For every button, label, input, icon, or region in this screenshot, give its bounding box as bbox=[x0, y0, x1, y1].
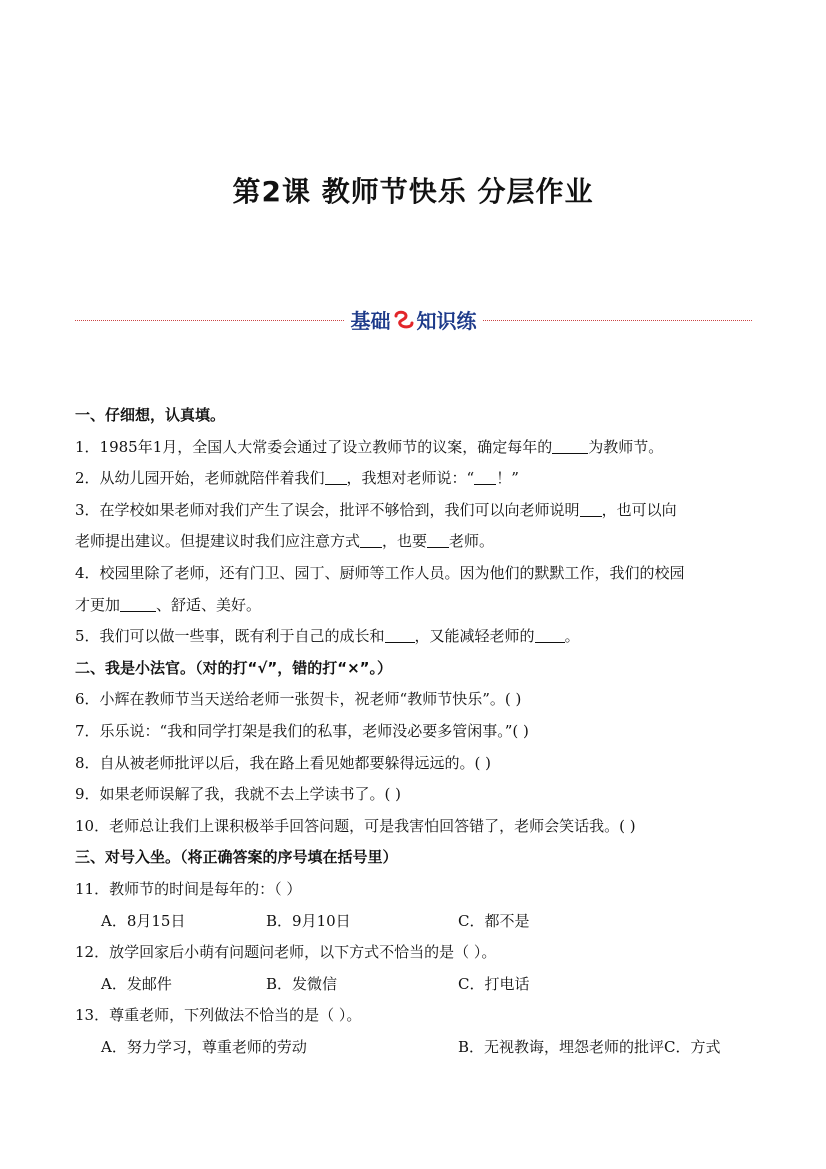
swirl-icon bbox=[392, 308, 416, 332]
judge-item: 7．乐乐说：“我和同学打架是我们的私事，老师没必要多管闲事。”( ) bbox=[75, 721, 529, 740]
banner-label bbox=[345, 305, 483, 334]
section-1-heading: 一、仔细想，认真填。 bbox=[75, 406, 226, 424]
option-c: C．方式 bbox=[664, 1037, 721, 1056]
section-banner bbox=[75, 305, 752, 337]
page-title: 第2课 教师节快乐 分层作业 bbox=[232, 175, 594, 208]
question-text: 4．校园里除了老师，还有门卫、园丁、厨师等工作人员。因为他们的默默工作，我们的校园 bbox=[75, 563, 685, 582]
question-1 bbox=[75, 432, 755, 464]
option-a: A．发邮件 bbox=[101, 974, 172, 993]
question-text: ，也要 bbox=[382, 532, 428, 551]
question-text: ，也可以向 bbox=[601, 500, 677, 519]
worksheet-body bbox=[75, 400, 755, 1063]
question-text: 为教师节。 bbox=[588, 437, 664, 456]
question-text: 才更加 bbox=[75, 595, 121, 614]
judge-item: 9．如果老师误解了我，我就不去上学读书了。( ) bbox=[75, 785, 402, 804]
question-3-continued bbox=[75, 526, 755, 558]
choice-options-11 bbox=[75, 906, 755, 938]
question-text: 、舒适、美好。 bbox=[156, 595, 262, 614]
choice-options-12 bbox=[75, 969, 755, 1001]
question-text: 老师提出建议。但提建议时我们应注意方式 bbox=[75, 532, 361, 551]
question-text: 1．1985年1月，全国人大常委会通过了设立教师节的议案，确定每年的 bbox=[75, 437, 553, 456]
option-c: C．打电话 bbox=[458, 974, 530, 993]
question-3 bbox=[75, 495, 755, 527]
answer-blank[interactable] bbox=[580, 500, 602, 517]
choice-question-11: 11．教师节的时间是每年的：（ ） bbox=[75, 879, 302, 898]
banner-left-text: 基础 bbox=[350, 309, 391, 333]
option-c: C．都不是 bbox=[458, 911, 530, 930]
option-b: B．无视教诲，埋怨老师的批评 bbox=[458, 1037, 665, 1056]
question-text: 老师。 bbox=[449, 532, 495, 551]
answer-blank[interactable] bbox=[474, 468, 496, 485]
question-5 bbox=[75, 621, 755, 653]
banner-right-text: 知识练 bbox=[416, 309, 477, 333]
question-text: ，又能减轻老师的 bbox=[414, 627, 535, 646]
answer-blank[interactable] bbox=[552, 437, 588, 454]
question-4-continued bbox=[75, 590, 755, 622]
choice-question-12: 12．放学回家后小萌有问题问老师，以下方式不恰当的是（ ）。 bbox=[75, 943, 497, 962]
answer-blank[interactable] bbox=[120, 595, 156, 612]
question-4 bbox=[75, 558, 755, 590]
option-a: A．8月15日 bbox=[101, 911, 186, 930]
answer-blank[interactable] bbox=[535, 626, 565, 643]
question-text: 5．我们可以做一些事，既有利于自己的成长和 bbox=[75, 627, 385, 646]
judge-item: 10．老师总让我们上课积极举手回答问题，可是我害怕回答错了，老师会笑话我。( ) bbox=[75, 816, 636, 835]
answer-blank[interactable] bbox=[385, 626, 415, 643]
option-b: B．发微信 bbox=[266, 974, 338, 993]
judge-item: 8．自从被老师批评以后，我在路上看见她都要躲得远远的。( ) bbox=[75, 753, 492, 772]
section-2-heading: 二、我是小法官。（对的打“√”，错的打“×”。） bbox=[75, 658, 393, 677]
choice-question-13: 13．尊重老师，下列做法不恰当的是（ ）。 bbox=[75, 1006, 362, 1025]
option-b: B．9月10日 bbox=[266, 911, 351, 930]
answer-blank[interactable] bbox=[427, 531, 449, 548]
question-text: ，我想对老师说：“ bbox=[346, 469, 475, 488]
judge-item: 6．小辉在教师节当天送给老师一张贺卡，祝老师“教师节快乐”。( ) bbox=[75, 690, 522, 709]
question-2 bbox=[75, 463, 755, 495]
question-text: 。 bbox=[564, 627, 580, 646]
answer-blank[interactable] bbox=[360, 531, 382, 548]
answer-blank[interactable] bbox=[325, 468, 347, 485]
choice-options-13 bbox=[75, 1032, 755, 1064]
question-text: 3．在学校如果老师对我们产生了误会，批评不够恰到，我们可以向老师说明 bbox=[75, 500, 580, 519]
option-a: A．努力学习，尊重老师的劳动 bbox=[101, 1037, 307, 1056]
question-text: 2．从幼儿园开始，老师就陪伴着我们 bbox=[75, 469, 325, 488]
section-3-heading: 三、对号入坐。（将正确答案的序号填在括号里） bbox=[75, 848, 398, 867]
question-text: ！” bbox=[496, 469, 519, 488]
